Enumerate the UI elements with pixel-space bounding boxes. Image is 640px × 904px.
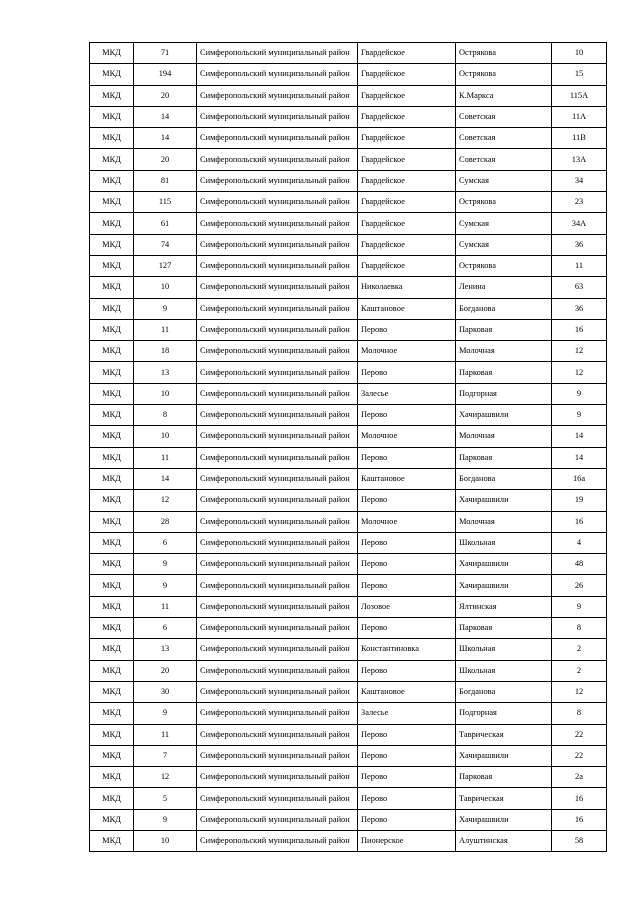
- street-cell: Парковая: [456, 618, 552, 639]
- table-row: [90, 277, 607, 298]
- street-cell: Таврическая: [456, 788, 552, 809]
- street-cell: Парковая: [456, 362, 552, 383]
- district-cell: Симферопольский муниципальный район: [197, 298, 358, 319]
- apartment-count-cell: 71: [134, 43, 197, 64]
- locality-cell: Перово: [358, 788, 456, 809]
- house-number-cell: 63: [552, 277, 607, 298]
- table-row: [90, 788, 607, 809]
- district-cell: Симферопольский муниципальный район: [197, 192, 358, 213]
- apartment-count-cell: 11: [134, 596, 197, 617]
- building-type-cell: МКД: [90, 767, 134, 788]
- street-cell: Острякова: [456, 43, 552, 64]
- locality-cell: Перово: [358, 724, 456, 745]
- building-type-cell: МКД: [90, 64, 134, 85]
- district-cell: Симферопольский муниципальный район: [197, 788, 358, 809]
- building-type-cell: МКД: [90, 319, 134, 340]
- building-type-cell: МКД: [90, 830, 134, 851]
- building-type-cell: МКД: [90, 660, 134, 681]
- house-number-cell: 12: [552, 341, 607, 362]
- locality-cell: Перово: [358, 490, 456, 511]
- house-number-cell: 8: [552, 618, 607, 639]
- building-type-cell: МКД: [90, 511, 134, 532]
- building-type-cell: МКД: [90, 277, 134, 298]
- house-number-cell: 34: [552, 170, 607, 191]
- district-cell: Симферопольский муниципальный район: [197, 319, 358, 340]
- building-type-cell: МКД: [90, 298, 134, 319]
- building-type-cell: МКД: [90, 681, 134, 702]
- building-type-cell: МКД: [90, 639, 134, 660]
- building-type-cell: МКД: [90, 43, 134, 64]
- house-number-cell: 14: [552, 447, 607, 468]
- house-number-cell: 8: [552, 703, 607, 724]
- street-cell: Сумская: [456, 234, 552, 255]
- street-cell: Ялтинская: [456, 596, 552, 617]
- building-type-cell: МКД: [90, 341, 134, 362]
- building-type-cell: МКД: [90, 170, 134, 191]
- building-type-cell: МКД: [90, 383, 134, 404]
- locality-cell: Лозовое: [358, 596, 456, 617]
- locality-cell: Гвардейское: [358, 255, 456, 276]
- street-cell: Богданова: [456, 298, 552, 319]
- district-cell: Симферопольский муниципальный район: [197, 554, 358, 575]
- street-cell: Советская: [456, 128, 552, 149]
- apartment-count-cell: 30: [134, 681, 197, 702]
- table-row: [90, 830, 607, 851]
- apartment-count-cell: 28: [134, 511, 197, 532]
- district-cell: Симферопольский муниципальный район: [197, 362, 358, 383]
- building-type-cell: МКД: [90, 213, 134, 234]
- building-type-cell: МКД: [90, 788, 134, 809]
- district-cell: Симферопольский муниципальный район: [197, 149, 358, 170]
- table-row: [90, 767, 607, 788]
- district-cell: Симферопольский муниципальный район: [197, 532, 358, 553]
- table-row: [90, 639, 607, 660]
- street-cell: Хачирашвили: [456, 809, 552, 830]
- locality-cell: Гвардейское: [358, 128, 456, 149]
- house-number-cell: 14: [552, 426, 607, 447]
- locality-cell: Залесье: [358, 703, 456, 724]
- house-number-cell: 16: [552, 319, 607, 340]
- apartment-count-cell: 8: [134, 405, 197, 426]
- table-row: [90, 490, 607, 511]
- house-number-cell: 26: [552, 575, 607, 596]
- district-cell: Симферопольский муниципальный район: [197, 660, 358, 681]
- district-cell: Симферопольский муниципальный район: [197, 490, 358, 511]
- apartment-count-cell: 11: [134, 724, 197, 745]
- house-number-cell: 11В: [552, 128, 607, 149]
- building-type-cell: МКД: [90, 575, 134, 596]
- locality-cell: Константиновка: [358, 639, 456, 660]
- district-cell: Симферопольский муниципальный район: [197, 724, 358, 745]
- building-type-cell: МКД: [90, 468, 134, 489]
- street-cell: Молочная: [456, 511, 552, 532]
- district-cell: Симферопольский муниципальный район: [197, 277, 358, 298]
- table-row: [90, 554, 607, 575]
- house-number-cell: 16: [552, 809, 607, 830]
- district-cell: Симферопольский муниципальный район: [197, 426, 358, 447]
- locality-cell: Гвардейское: [358, 106, 456, 127]
- locality-cell: Перово: [358, 319, 456, 340]
- table-row: [90, 362, 607, 383]
- district-cell: Симферопольский муниципальный район: [197, 170, 358, 191]
- district-cell: Симферопольский муниципальный район: [197, 128, 358, 149]
- street-cell: К.Маркса: [456, 85, 552, 106]
- locality-cell: Каштановое: [358, 298, 456, 319]
- house-number-cell: 36: [552, 234, 607, 255]
- district-cell: Симферопольский муниципальный район: [197, 234, 358, 255]
- table-row: [90, 213, 607, 234]
- locality-cell: Гвардейское: [358, 149, 456, 170]
- building-type-cell: МКД: [90, 255, 134, 276]
- street-cell: Ленина: [456, 277, 552, 298]
- building-type-cell: МКД: [90, 234, 134, 255]
- house-number-cell: 15: [552, 64, 607, 85]
- table-row: [90, 64, 607, 85]
- building-type-cell: МКД: [90, 85, 134, 106]
- house-number-cell: 11А: [552, 106, 607, 127]
- house-number-cell: 4: [552, 532, 607, 553]
- locality-cell: Перово: [358, 362, 456, 383]
- table-row: [90, 383, 607, 404]
- apartment-count-cell: 14: [134, 106, 197, 127]
- district-cell: Симферопольский муниципальный район: [197, 447, 358, 468]
- house-number-cell: 115А: [552, 85, 607, 106]
- locality-cell: Пионерское: [358, 830, 456, 851]
- locality-cell: Перово: [358, 660, 456, 681]
- table-row: [90, 575, 607, 596]
- apartment-count-cell: 7: [134, 745, 197, 766]
- house-number-cell: 16: [552, 511, 607, 532]
- locality-cell: Молочное: [358, 511, 456, 532]
- apartment-count-cell: 194: [134, 64, 197, 85]
- building-type-cell: МКД: [90, 809, 134, 830]
- district-cell: Симферопольский муниципальный район: [197, 43, 358, 64]
- street-cell: Подгорная: [456, 703, 552, 724]
- building-type-cell: МКД: [90, 554, 134, 575]
- table-row: [90, 447, 607, 468]
- street-cell: Сумская: [456, 213, 552, 234]
- street-cell: Острякова: [456, 255, 552, 276]
- locality-cell: Перово: [358, 447, 456, 468]
- locality-cell: Молочное: [358, 426, 456, 447]
- house-number-cell: 9: [552, 596, 607, 617]
- house-number-cell: 16: [552, 788, 607, 809]
- table-row: [90, 298, 607, 319]
- street-cell: Советская: [456, 149, 552, 170]
- street-cell: Подгорная: [456, 383, 552, 404]
- locality-cell: Перово: [358, 809, 456, 830]
- table-body: [90, 43, 607, 852]
- house-number-cell: 58: [552, 830, 607, 851]
- table-row: [90, 426, 607, 447]
- district-cell: Симферопольский муниципальный район: [197, 511, 358, 532]
- house-number-cell: 22: [552, 745, 607, 766]
- street-cell: Алуштинская: [456, 830, 552, 851]
- district-cell: Симферопольский муниципальный район: [197, 405, 358, 426]
- apartment-count-cell: 13: [134, 362, 197, 383]
- apartment-count-cell: 18: [134, 341, 197, 362]
- apartment-count-cell: 10: [134, 383, 197, 404]
- district-cell: Симферопольский муниципальный район: [197, 618, 358, 639]
- house-number-cell: 10: [552, 43, 607, 64]
- district-cell: Симферопольский муниципальный район: [197, 809, 358, 830]
- street-cell: Парковая: [456, 319, 552, 340]
- apartment-count-cell: 74: [134, 234, 197, 255]
- district-cell: Симферопольский муниципальный район: [197, 341, 358, 362]
- street-cell: Хачирашвили: [456, 490, 552, 511]
- house-number-cell: 11: [552, 255, 607, 276]
- street-cell: Острякова: [456, 192, 552, 213]
- house-number-cell: 19: [552, 490, 607, 511]
- housing-register-table: [89, 42, 607, 852]
- house-number-cell: 36: [552, 298, 607, 319]
- building-type-cell: МКД: [90, 405, 134, 426]
- house-number-cell: 23: [552, 192, 607, 213]
- apartment-count-cell: 6: [134, 618, 197, 639]
- street-cell: Хачирашвили: [456, 405, 552, 426]
- building-type-cell: МКД: [90, 532, 134, 553]
- locality-cell: Гвардейское: [358, 213, 456, 234]
- table-row: [90, 596, 607, 617]
- house-number-cell: 2: [552, 639, 607, 660]
- house-number-cell: 16а: [552, 468, 607, 489]
- district-cell: Симферопольский муниципальный район: [197, 639, 358, 660]
- district-cell: Симферопольский муниципальный район: [197, 383, 358, 404]
- table-row: [90, 809, 607, 830]
- locality-cell: Перово: [358, 575, 456, 596]
- apartment-count-cell: 9: [134, 575, 197, 596]
- house-number-cell: 34А: [552, 213, 607, 234]
- locality-cell: Перово: [358, 532, 456, 553]
- apartment-count-cell: 127: [134, 255, 197, 276]
- district-cell: Симферопольский муниципальный район: [197, 468, 358, 489]
- house-number-cell: 48: [552, 554, 607, 575]
- apartment-count-cell: 81: [134, 170, 197, 191]
- locality-cell: Молочное: [358, 341, 456, 362]
- apartment-count-cell: 9: [134, 703, 197, 724]
- locality-cell: Перово: [358, 554, 456, 575]
- house-number-cell: 2а: [552, 767, 607, 788]
- apartment-count-cell: 115: [134, 192, 197, 213]
- locality-cell: Гвардейское: [358, 85, 456, 106]
- apartment-count-cell: 5: [134, 788, 197, 809]
- district-cell: Симферопольский муниципальный район: [197, 85, 358, 106]
- table-row: [90, 319, 607, 340]
- building-type-cell: МКД: [90, 703, 134, 724]
- house-number-cell: 12: [552, 681, 607, 702]
- table-row: [90, 724, 607, 745]
- district-cell: Симферопольский муниципальный район: [197, 255, 358, 276]
- house-number-cell: 12: [552, 362, 607, 383]
- apartment-count-cell: 10: [134, 830, 197, 851]
- district-cell: Симферопольский муниципальный район: [197, 703, 358, 724]
- district-cell: Симферопольский муниципальный район: [197, 213, 358, 234]
- street-cell: Хачирашвили: [456, 575, 552, 596]
- locality-cell: Гвардейское: [358, 192, 456, 213]
- table-row: [90, 660, 607, 681]
- table-row: [90, 532, 607, 553]
- table-row: [90, 234, 607, 255]
- building-type-cell: МКД: [90, 596, 134, 617]
- locality-cell: Перово: [358, 745, 456, 766]
- district-cell: Симферопольский муниципальный район: [197, 575, 358, 596]
- building-type-cell: МКД: [90, 149, 134, 170]
- street-cell: Парковая: [456, 767, 552, 788]
- district-cell: Симферопольский муниципальный район: [197, 106, 358, 127]
- table-row: [90, 618, 607, 639]
- house-number-cell: 9: [552, 383, 607, 404]
- locality-cell: Николаевка: [358, 277, 456, 298]
- locality-cell: Перово: [358, 618, 456, 639]
- street-cell: Богданова: [456, 468, 552, 489]
- street-cell: Острякова: [456, 64, 552, 85]
- building-type-cell: МКД: [90, 447, 134, 468]
- apartment-count-cell: 20: [134, 660, 197, 681]
- apartment-count-cell: 9: [134, 554, 197, 575]
- table-row: [90, 745, 607, 766]
- table-row: [90, 149, 607, 170]
- street-cell: Таврическая: [456, 724, 552, 745]
- table-row: [90, 170, 607, 191]
- apartment-count-cell: 10: [134, 277, 197, 298]
- apartment-count-cell: 13: [134, 639, 197, 660]
- district-cell: Симферопольский муниципальный район: [197, 830, 358, 851]
- locality-cell: Гвардейское: [358, 170, 456, 191]
- apartment-count-cell: 14: [134, 468, 197, 489]
- locality-cell: Гвардейское: [358, 234, 456, 255]
- locality-cell: Гвардейское: [358, 64, 456, 85]
- street-cell: Хачирашвили: [456, 745, 552, 766]
- street-cell: Парковая: [456, 447, 552, 468]
- locality-cell: Гвардейское: [358, 43, 456, 64]
- locality-cell: Каштановое: [358, 468, 456, 489]
- house-number-cell: 13А: [552, 149, 607, 170]
- apartment-count-cell: 12: [134, 767, 197, 788]
- apartment-count-cell: 10: [134, 426, 197, 447]
- building-type-cell: МКД: [90, 618, 134, 639]
- building-type-cell: МКД: [90, 128, 134, 149]
- apartment-count-cell: 12: [134, 490, 197, 511]
- apartment-count-cell: 20: [134, 85, 197, 106]
- table-row: [90, 192, 607, 213]
- street-cell: Школьная: [456, 660, 552, 681]
- table-row: [90, 511, 607, 532]
- house-number-cell: 9: [552, 405, 607, 426]
- apartment-count-cell: 6: [134, 532, 197, 553]
- apartment-count-cell: 11: [134, 447, 197, 468]
- locality-cell: Перово: [358, 767, 456, 788]
- street-cell: Школьная: [456, 532, 552, 553]
- building-type-cell: МКД: [90, 362, 134, 383]
- street-cell: Советская: [456, 106, 552, 127]
- table-row: [90, 341, 607, 362]
- building-type-cell: МКД: [90, 490, 134, 511]
- table-row: [90, 106, 607, 127]
- apartment-count-cell: 14: [134, 128, 197, 149]
- district-cell: Симферопольский муниципальный район: [197, 745, 358, 766]
- table-row: [90, 255, 607, 276]
- house-number-cell: 22: [552, 724, 607, 745]
- apartment-count-cell: 61: [134, 213, 197, 234]
- building-type-cell: МКД: [90, 745, 134, 766]
- street-cell: Школьная: [456, 639, 552, 660]
- street-cell: Сумская: [456, 170, 552, 191]
- building-type-cell: МКД: [90, 724, 134, 745]
- table-row: [90, 468, 607, 489]
- table-row: [90, 681, 607, 702]
- house-number-cell: 2: [552, 660, 607, 681]
- street-cell: Молочная: [456, 341, 552, 362]
- apartment-count-cell: 20: [134, 149, 197, 170]
- table-row: [90, 43, 607, 64]
- table-row: [90, 85, 607, 106]
- locality-cell: Каштановое: [358, 681, 456, 702]
- locality-cell: Перово: [358, 405, 456, 426]
- apartment-count-cell: 11: [134, 319, 197, 340]
- apartment-count-cell: 9: [134, 809, 197, 830]
- street-cell: Хачирашвили: [456, 554, 552, 575]
- table-row: [90, 703, 607, 724]
- table-row: [90, 128, 607, 149]
- apartment-count-cell: 9: [134, 298, 197, 319]
- street-cell: Богданова: [456, 681, 552, 702]
- district-cell: Симферопольский муниципальный район: [197, 681, 358, 702]
- street-cell: Молочная: [456, 426, 552, 447]
- building-type-cell: МКД: [90, 426, 134, 447]
- building-type-cell: МКД: [90, 106, 134, 127]
- locality-cell: Залесье: [358, 383, 456, 404]
- table-row: [90, 405, 607, 426]
- district-cell: Симферопольский муниципальный район: [197, 596, 358, 617]
- district-cell: Симферопольский муниципальный район: [197, 64, 358, 85]
- building-type-cell: МКД: [90, 192, 134, 213]
- district-cell: Симферопольский муниципальный район: [197, 767, 358, 788]
